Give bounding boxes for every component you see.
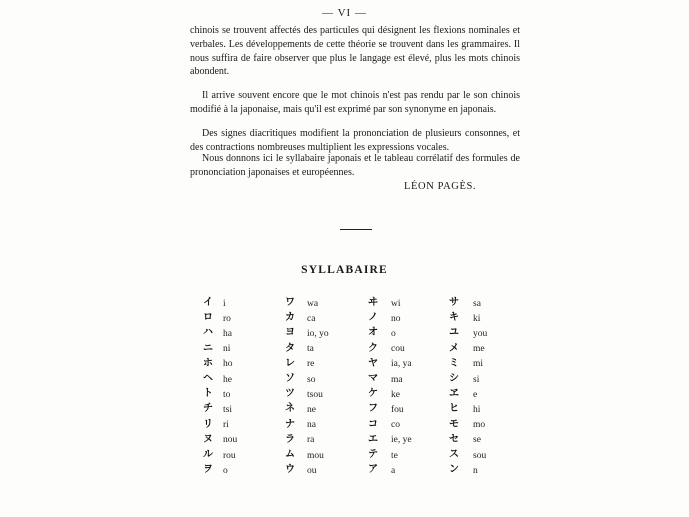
syllabary-romaji: tsou xyxy=(307,389,323,400)
syllabary-romaji: se xyxy=(473,435,481,446)
syllabary-kana: ヘ xyxy=(203,373,213,384)
syllabary-kana: ヨ xyxy=(285,327,295,339)
syllabary-romaji: te xyxy=(391,450,398,461)
syllabary-kana: ツ xyxy=(285,388,295,400)
syllabary-kana: ミ xyxy=(449,357,459,369)
syllabary-kana: ン xyxy=(449,464,459,476)
syllabary-romaji: cou xyxy=(391,344,405,355)
syllabary-romaji: na xyxy=(307,420,316,431)
syllabary-kana: ト xyxy=(203,388,213,400)
paragraph-diacritiques: Des signes diacritiques modifient la prononciation de plusieurs consonnes, et des contractions nombreuses multiplient les expressions vocales. xyxy=(190,128,520,153)
syllabary-kana: ユ xyxy=(449,327,459,339)
syllabary-romaji: fou xyxy=(391,404,404,415)
syllabary-kana: ワ xyxy=(285,297,295,308)
syllabary-romaji: no xyxy=(391,313,401,324)
paragraph-synonyme: Il arrive souvent encore que le mot chinois n'est pas rendu par le son chinois modifié à la japonaise, mais qu'il est exprimé par son synonyme en japonais. xyxy=(190,90,520,115)
syllabary-romaji: mo xyxy=(473,420,486,431)
syllabary-kana: シ xyxy=(449,373,459,384)
syllabary-kana: ホ xyxy=(203,357,213,369)
syllabary-kana: レ xyxy=(285,357,295,369)
syllabary-kana: ニ xyxy=(203,342,213,354)
syllabary-romaji: a xyxy=(391,465,396,476)
syllabary-kana: セ xyxy=(449,433,459,445)
syllabary-kana: ソ xyxy=(285,373,295,384)
syllabary-romaji: si xyxy=(473,374,480,385)
syllabary-romaji: ni xyxy=(223,344,231,355)
syllabary-kana: チ xyxy=(203,403,213,415)
syllabary-kana: サ xyxy=(449,297,459,308)
syllabary-romaji: mou xyxy=(307,450,324,461)
syllabary-table xyxy=(0,297,689,497)
syllabary-kana: カ xyxy=(285,312,295,324)
syllabary-kana: ロ xyxy=(203,312,213,324)
syllabary-romaji: ri xyxy=(223,420,229,431)
page-number: — VI — xyxy=(322,7,367,19)
syllabary-kana: ウ xyxy=(285,464,295,476)
syllabary-kana: キ xyxy=(449,312,459,324)
syllabary-kana: ヒ xyxy=(449,403,459,415)
syllabary-romaji: hi xyxy=(473,404,481,415)
syllabary-romaji: ou xyxy=(307,465,317,476)
syllabary-kana: リ xyxy=(203,418,213,430)
syllabary-kana: コ xyxy=(368,418,378,430)
syllabary-kana: ム xyxy=(285,449,295,460)
syllabary-romaji: ie, ye xyxy=(391,435,412,446)
syllabary-romaji: i xyxy=(223,298,226,309)
syllabary-romaji: ca xyxy=(307,313,316,324)
syllabary-romaji: ne xyxy=(307,404,316,415)
syllabary-romaji: sa xyxy=(473,298,481,309)
syllabary-kana: ナ xyxy=(285,418,295,430)
syllabary-kana: ヌ xyxy=(203,433,213,445)
syllabary-kana: エ xyxy=(368,433,378,445)
syllabary-romaji: ro xyxy=(223,313,231,324)
syllabary-romaji: re xyxy=(307,359,315,370)
syllabary-romaji: me xyxy=(473,344,485,355)
syllabary-kana: ヤ xyxy=(368,357,378,369)
syllabary-kana: ハ xyxy=(203,327,213,339)
syllabary-romaji: tsi xyxy=(223,404,232,415)
syllabary-romaji: ia, ya xyxy=(391,359,412,370)
syllabary-romaji: ma xyxy=(391,374,403,385)
syllabary-romaji: you xyxy=(473,328,488,339)
syllabary-romaji: so xyxy=(307,374,316,385)
syllabary-romaji: ke xyxy=(391,389,400,400)
author-signature: LÉON PAGÈS. xyxy=(404,181,477,192)
syllabary-romaji: ra xyxy=(307,435,315,446)
syllabary-romaji: mi xyxy=(473,359,484,370)
syllabary-kana: ヲ xyxy=(203,464,213,476)
syllabary-romaji: ho xyxy=(223,359,233,370)
syllabary-kana: イ xyxy=(203,297,213,308)
syllabary-kana: ル xyxy=(203,449,213,460)
syllabary-kana: オ xyxy=(368,327,378,339)
syllabary-romaji: to xyxy=(223,389,231,400)
syllabary-romaji: wa xyxy=(307,298,319,309)
syllabary-romaji: io, yo xyxy=(307,328,329,339)
syllabary-kana: ア xyxy=(368,464,378,476)
syllabary-romaji: n xyxy=(473,465,478,476)
paragraph-flexions: chinois se trouvent affectés des particules qui désignent les flexions nominales et verbales. Les développements de cette théorie se trouvent dans les grammaires. Il nous suffira de faire observer que plus le langage est élevé, plus les mots chinois abondent. xyxy=(190,25,520,78)
syllabary-romaji: ta xyxy=(307,344,314,355)
syllabary-kana: テ xyxy=(368,449,378,460)
syllabary-kana: モ xyxy=(449,418,459,430)
syllabary-kana: タ xyxy=(285,342,295,354)
syllabary-romaji: sou xyxy=(473,450,487,461)
syllabary-kana: ネ xyxy=(285,403,295,415)
syllabary-kana: ク xyxy=(368,342,378,354)
syllabary-romaji: co xyxy=(391,420,400,431)
syllabary-romaji: o xyxy=(223,465,228,476)
syllabary-romaji: nou xyxy=(223,435,238,446)
section-divider xyxy=(340,229,372,230)
syllabary-kana: ノ xyxy=(368,312,378,324)
syllabary-romaji: o xyxy=(391,328,396,339)
syllabary-kana: メ xyxy=(449,342,459,354)
syllabary-romaji: he xyxy=(223,374,232,385)
syllabary-kana: ヰ xyxy=(368,297,378,308)
syllabary-kana: ケ xyxy=(368,388,378,400)
syllabary-romaji: wi xyxy=(391,298,401,309)
syllabary-kana: フ xyxy=(368,403,378,415)
syllabary-kana: ラ xyxy=(285,433,295,445)
syllabary-title: SYLLABAIRE xyxy=(301,264,388,276)
paragraph-syllabaire-intro: Nous donnons ici le syllabaire japonais et le tableau corrélatif des formules de prononciation japonaises et européennes. xyxy=(190,153,520,178)
syllabary-kana: ス xyxy=(449,449,459,460)
syllabary-kana: ヱ xyxy=(449,388,459,400)
syllabary-kana: マ xyxy=(368,373,378,384)
syllabary-romaji: rou xyxy=(223,450,236,461)
syllabary-romaji: e xyxy=(473,389,478,400)
syllabary-romaji: ki xyxy=(473,313,481,324)
syllabary-romaji: ha xyxy=(223,328,232,339)
